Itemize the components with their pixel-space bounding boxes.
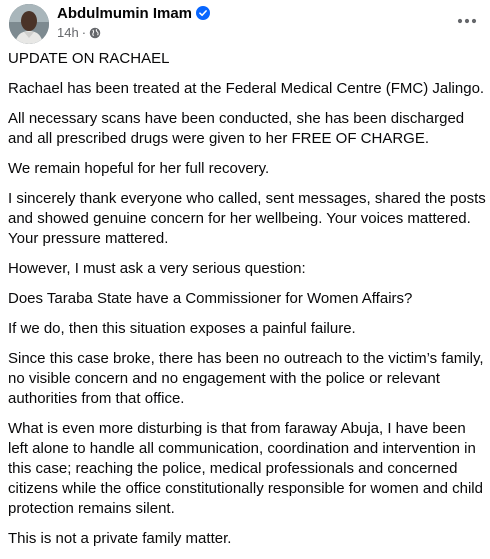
avatar[interactable] <box>9 4 49 44</box>
post-paragraph: Does Taraba State have a Commissioner for Women Affairs? <box>8 290 413 307</box>
post-paragraph: What is even more disturbing is that from faraway Abuja, I have been left alone to handle all communication, coordination and intervention in this case; reaching the police, medical professionals and concerned citizens while the office constitutionally responsible for women and child protection remains silent. <box>8 420 483 517</box>
more-options-button[interactable] <box>454 10 480 32</box>
post-body <box>8 49 486 559</box>
post-paragraph: Since this case broke, there has been no outreach to the victim’s family, no visible concern and no engagement with the police or relevant authorities from that office. <box>8 350 484 407</box>
avatar-photo <box>9 4 49 44</box>
globe-icon[interactable] <box>89 27 101 39</box>
verified-badge-icon <box>196 6 210 20</box>
more-options-icon <box>457 18 477 24</box>
post-paragraph: I sincerely thank everyone who called, sent messages, shared the posts and showed genuine concern for her wellbeing. Your voices mattered. Your pressure mattered. <box>8 190 486 247</box>
meta-separator: · <box>81 25 87 40</box>
post-paragraph: All necessary scans have been conducted, she has been discharged and all prescribed drugs were given to her FREE OF CHARGE. <box>8 110 465 147</box>
author-name-text[interactable]: Abdulmumin Imam <box>57 5 193 22</box>
post-paragraph: This is not a private family matter. <box>8 530 232 547</box>
post-meta <box>57 25 101 41</box>
post-paragraph: We remain hopeful for her full recovery. <box>8 160 270 177</box>
post-paragraph: If we do, then this situation exposes a painful failure. <box>8 320 356 337</box>
post-header <box>0 0 490 50</box>
post-timestamp[interactable]: 14h <box>57 25 79 40</box>
post-paragraph: Rachael has been treated at the Federal Medical Centre (FMC) Jalingo. <box>8 80 485 97</box>
post-paragraph: However, I must ask a very serious question: <box>8 260 306 277</box>
post-paragraph: UPDATE ON RACHAEL <box>8 50 170 67</box>
author-name[interactable] <box>57 4 210 24</box>
